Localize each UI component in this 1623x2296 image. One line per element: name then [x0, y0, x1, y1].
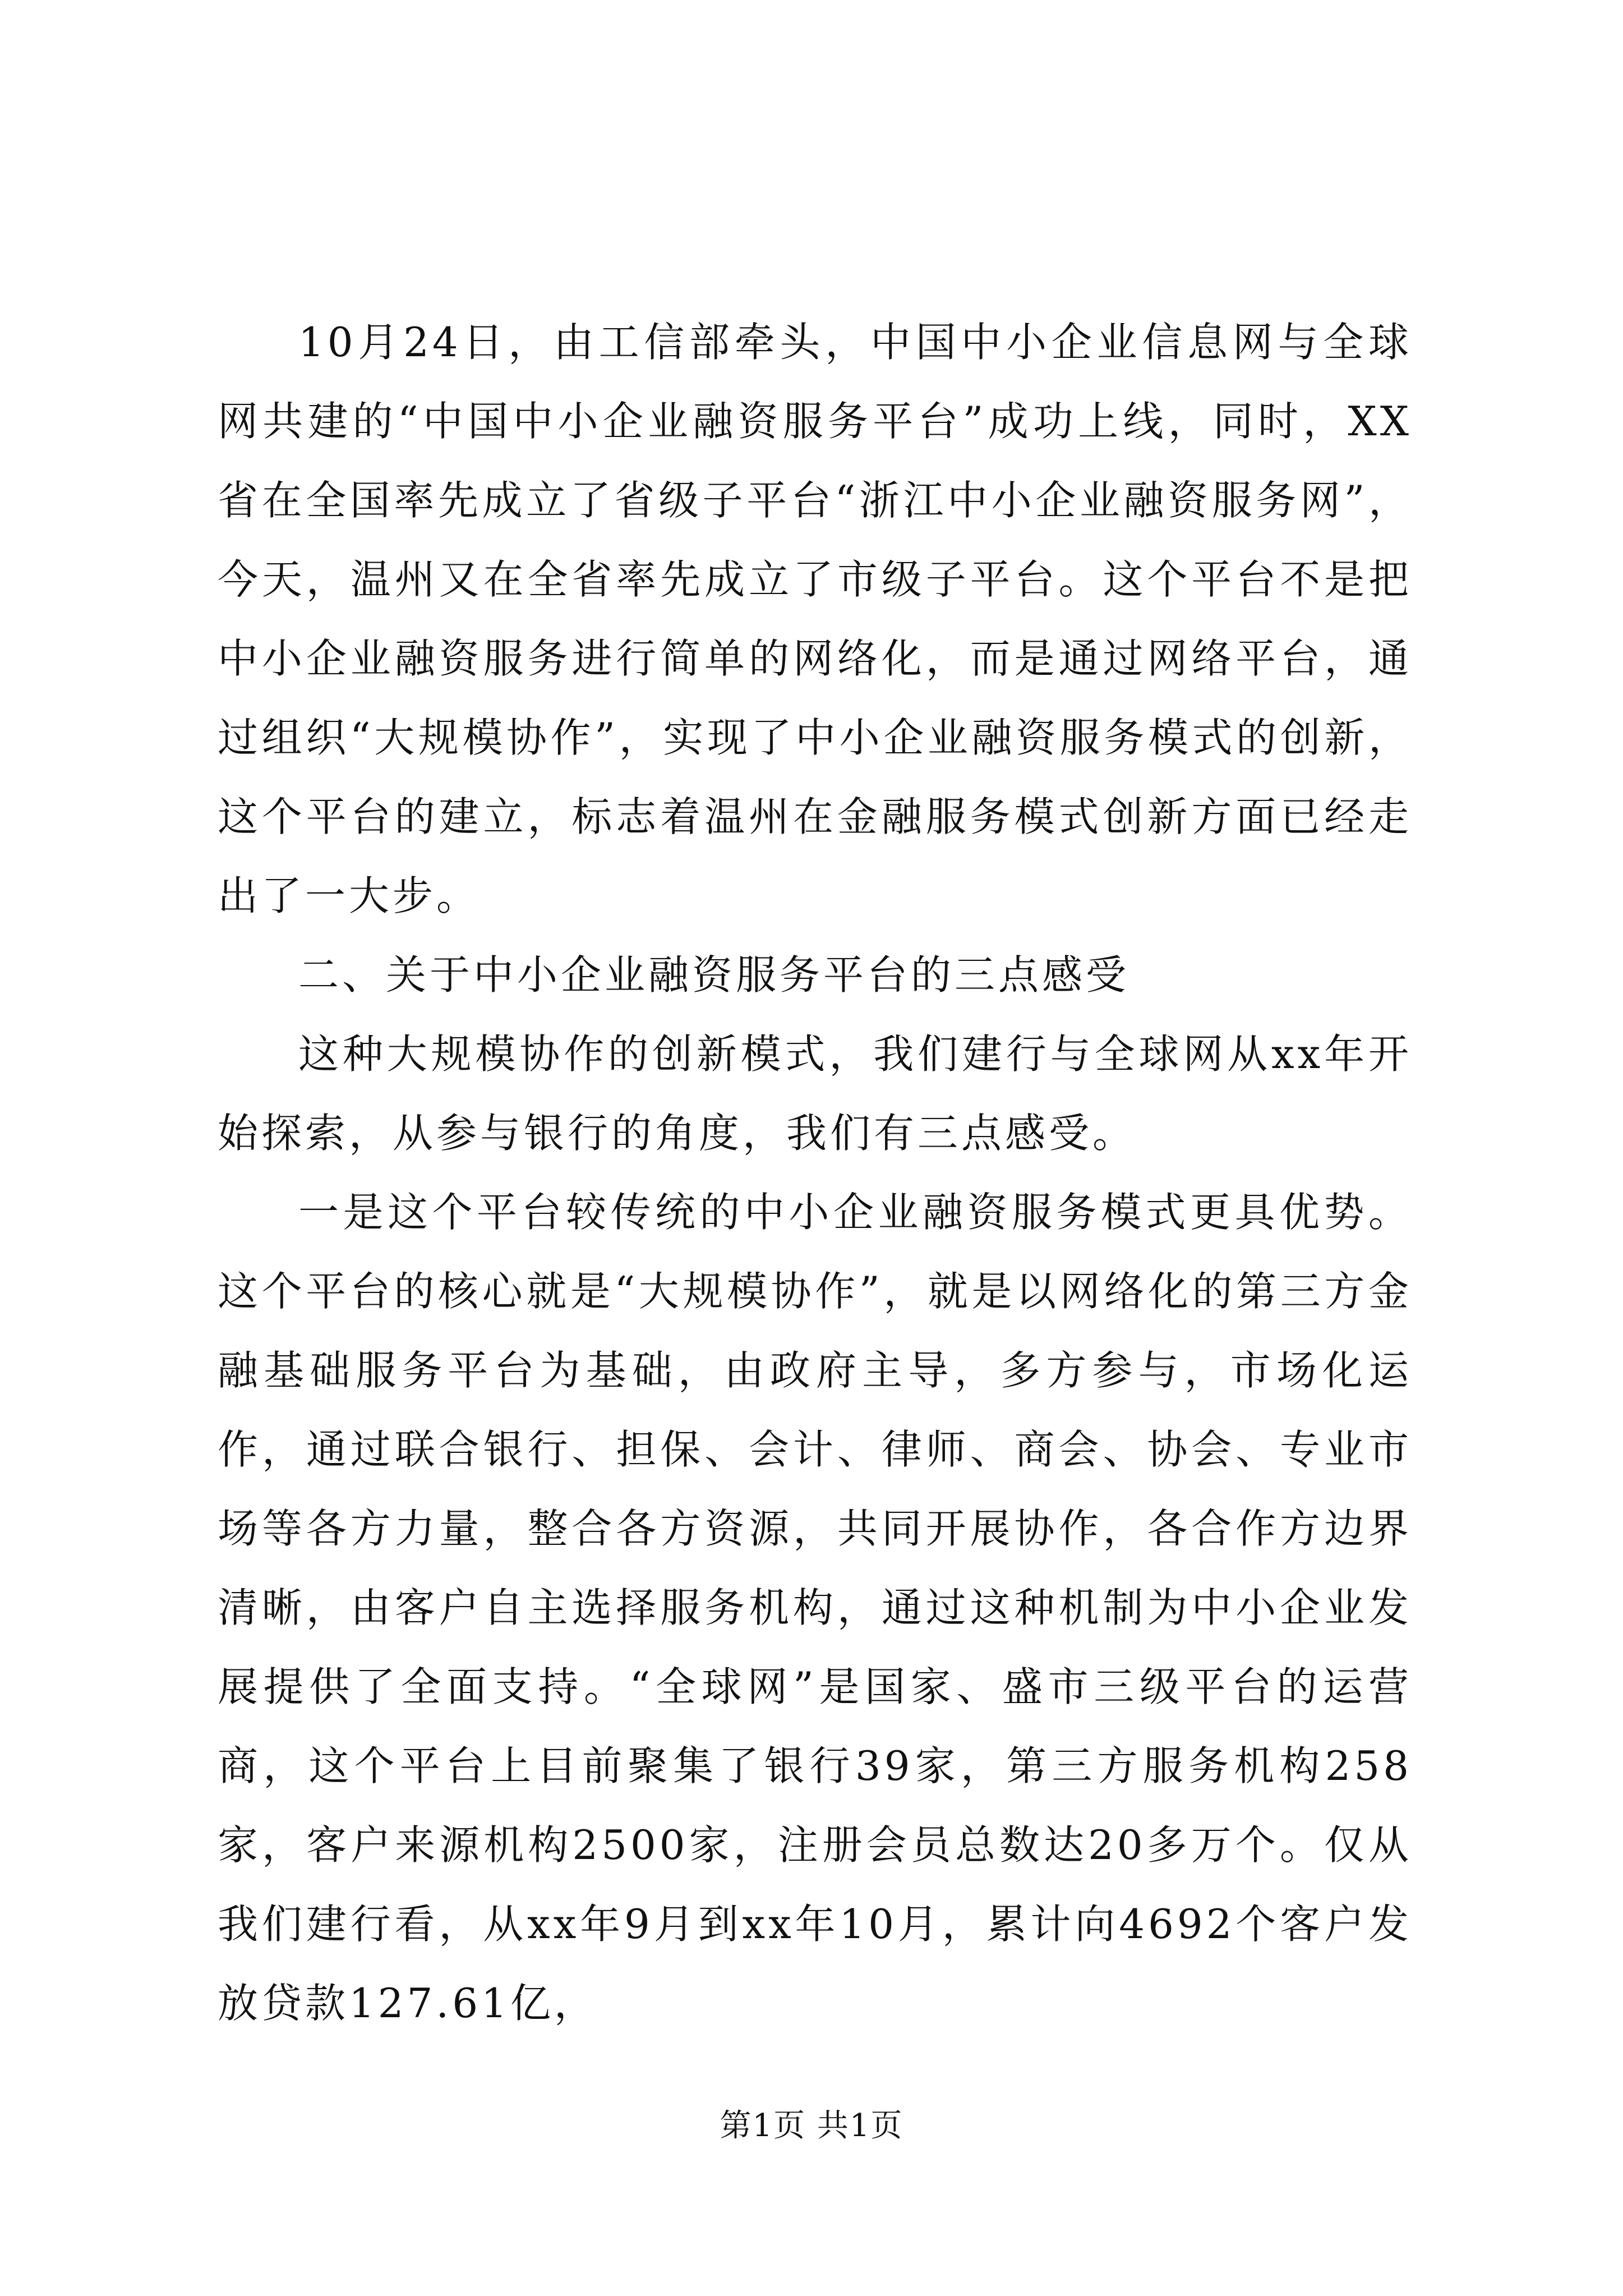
paragraph-advantage: 一是这个平台较传统的中小企业融资服务模式更具优势。这个平台的核心就是“大规模协作”，就是以网络化的第三方金融基础服务平台为基础，由政府主导，多方参与，市场化运作，通过联合银行、担保、会计、律师、商会、协会、专业市场等各方力量，整合各方资源，共同开展协作，各合作方边界清晰，由客户自主选择服务机构，通过这种机制为中小企业发展提供了全面支持。“全球网”是国家、盛市三级平台的运营商，这个平台上目前聚集了银行39家，第三方服务机构258家，客户来源机构2500家，注册会员总数达20多万个。仅从我们建行看，从xx年9月到xx年10月，累计向4692个客户发放贷款127.61亿， — [218, 1189, 1412, 2027]
section-heading: 二、关于中小企业融资服务平台的三点感受 — [298, 951, 1130, 999]
paragraph-exploration: 这种大规模协作的创新模式，我们建行与全球网从xx年开始探索，从参与银行的角度，我们有三点感受。 — [218, 1030, 1412, 1157]
page-number-footer: 第1页 共1页 — [720, 2108, 903, 2144]
document-body — [218, 303, 1412, 2043]
paragraph-platform-launch: 10月24日，由工信部牵头，中国中小企业信息网与全球网共建的“中国中小企业融资服务平台”成功上线，同时，XX省在全国率先成立了省级子平台“浙江中小企业融资服务网”，今天，温州又在全省率先成立了市级子平台。这个平台不是把中小企业融资服务进行简单的网络化，而是通过网络平台，通过组织“大规模协作”，实现了中小企业融资服务模式的创新，这个平台的建立，标志着温州在金融服务模式创新方面已经走出了一大步。 — [218, 319, 1412, 919]
